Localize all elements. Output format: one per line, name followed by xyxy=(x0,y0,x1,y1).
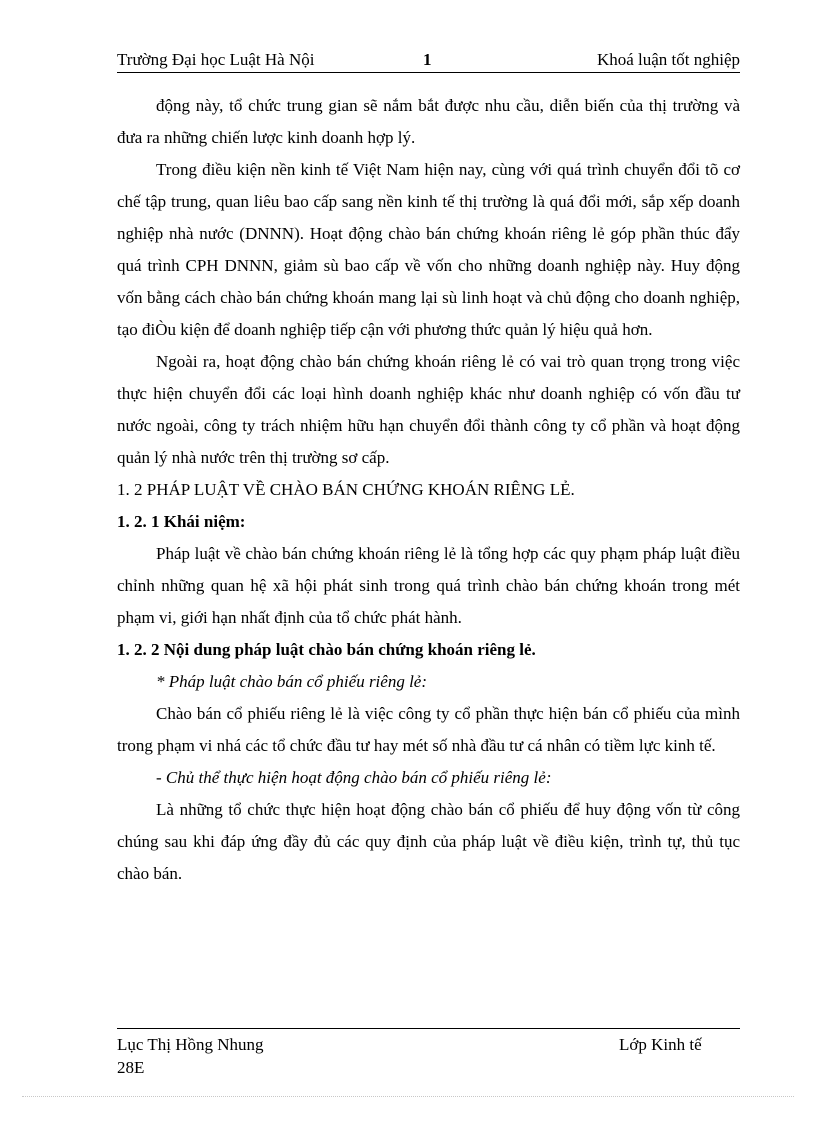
header-rule xyxy=(117,72,740,73)
document-body xyxy=(117,90,740,890)
footer-rule xyxy=(117,1028,740,1029)
paragraph-5: Chào bán cổ phiếu riêng lẻ là việc công ty cổ phần thực hiện bán cổ phiếu của mình trong phạm vi nhá các tổ chức đầu tư hay mét số nhà đầu tư cá nhân có tiềm lực kinh tế. xyxy=(117,704,740,755)
paragraph-3: Ngoài ra, hoạt động chào bán chứng khoán riêng lẻ có vai trò quan trọng trong việc thực hiện chuyển đổi các loại hình doanh nghiệp khác như doanh nghiệp có vốn đầu tư nước ngoài, công ty trách nhiệm hữu hạn chuyển đổi thành công ty cổ phần và hoạt động quản lý nhà nước trên thị trường sơ cấp. xyxy=(117,352,740,467)
paragraph-2: Trong điều kiện nền kinh tế Việt Nam hiện nay, cùng với quá trình chuyển đổi tõ cơ chế tập trung, quan liêu bao cấp sang nền kinh tế thị trường là quá đổi mới, sắp xếp doanh nghiệp nhà nước (DNNN). Hoạt động chào bán chứng khoán riêng lẻ góp phần thúc đẩy quá trình CPH DNNN, giảm sù bao cấp về vốn cho những doanh nghiệp này. Huy động vốn bằng cách chào bán chứng khoán mang lại sù linh hoạt và chủ động cho doanh nghiệp, tạo điÒu kiện để doanh nghiệp tiếp cận với phương thức quản lý hiệu quả hơn. xyxy=(117,160,740,339)
header-thesis-title: Khoá luận tốt nghiệp xyxy=(596,50,740,69)
page-header xyxy=(117,50,740,72)
subheading-star: * Pháp luật chào bán cổ phiếu riêng lẻ: xyxy=(156,672,428,691)
subheading-dash: - Chủ thể thực hiện hoạt động chào bán cổ phiếu riêng lẻ: xyxy=(156,768,552,787)
paragraph-1: động này, tổ chức trung gian sẽ nắm bắt được nhu cầu, diễn biến của thị trường và đưa ra những chiến lược kinh doanh hợp lý. xyxy=(117,96,740,147)
section-heading-1-2: 1. 2 PHÁP LUẬT VỀ CHÀO BÁN CHỨNG KHOÁN RIÊNG LẺ. xyxy=(117,480,575,499)
header-page-number: 1 xyxy=(423,50,432,69)
page-bottom-dotted-line xyxy=(22,1096,794,1097)
section-heading-1-2-1: 1. 2. 1 Khái niệm: xyxy=(117,512,246,531)
footer-author: Lục Thị Hồng Nhung xyxy=(117,1035,264,1054)
header-university: Trường Đại học Luật Hà Nội xyxy=(117,50,315,69)
section-heading-1-2-2: 1. 2. 2 Nội dung pháp luật chào bán chứng khoán riêng lẻ. xyxy=(117,640,536,659)
paragraph-4: Pháp luật về chào bán chứng khoán riêng lẻ là tổng hợp các quy phạm pháp luật điều chỉnh những quan hệ xã hội phát sinh trong quá trình chào bán chứng khoán trong mét phạm vi, giới hạn nhất định của tổ chức phát hành. xyxy=(117,544,740,627)
paragraph-6: Là những tổ chức thực hiện hoạt động chào bán cổ phiếu để huy động vốn từ công chúng sau khi đáp ứng đầy đủ các quy định của pháp luật về điều kiện, trình tự, thủ tục chào bán. xyxy=(117,800,740,883)
footer-class-label: Lớp Kinh tế xyxy=(619,1035,702,1054)
footer-class-code: 28E xyxy=(117,1058,145,1077)
